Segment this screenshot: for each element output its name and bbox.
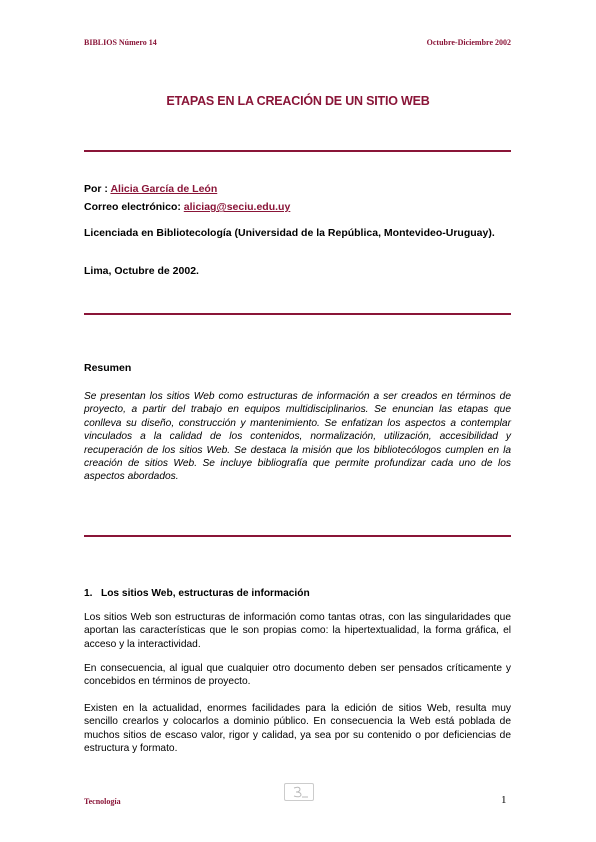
author-link[interactable]: Alicia García de León <box>110 183 218 195</box>
email-line <box>84 201 511 214</box>
running-header-left: BIBLIOS Número 14 <box>84 38 157 47</box>
divider <box>84 150 511 152</box>
author-line <box>84 183 511 196</box>
divider <box>84 313 511 315</box>
section-heading: 1. Los sitios Web, estructuras de información <box>84 588 310 599</box>
abstract-text: Se presentan los sitios Web como estructuras de información a ser creados en términos de proyecto, a partir del trabajo en equipos multidisciplinarios. Se enuncian las etapas que conlleva su diseño, construcción y mantenimiento. Se enfatizan los aspectos a contemplar vinculados a la calidad de los contenidos, normalización, utilización, accesibilidad y recuperación de los sitios Web. Se destaca la misión que los bibliotecólogos cumplen en la creación de sitios Web. Se incluye bibliografía que permite profundizar cada uno de los aspectos abordados. <box>84 391 511 483</box>
author-label: Por : <box>84 183 108 195</box>
author-affiliation: Licenciada en Bibliotecología (Universidad de la República, Montevideo-Uruguay). <box>84 227 495 239</box>
page-number: 1 <box>501 794 507 806</box>
email-label: Correo electrónico: <box>84 201 181 213</box>
footer-section: Tecnología <box>84 797 121 806</box>
email-link[interactable]: aliciag@seciu.edu.uy <box>183 201 291 213</box>
abstract-heading: Resumen <box>84 362 132 374</box>
divider <box>84 535 511 537</box>
section-paragraph-3: Existen en la actualidad, enormes facilidades para la edición de sitios Web, resulta muy sencillo crearlos y colocarlos a dominio público. En consecuencia la Web está poblada de muchos sitios de escaso valor, rigor y calidad, ya sea por su contenido o por deficiencias de estructura y formato. <box>84 703 511 755</box>
section-paragraph-1: Los sitios Web son estructuras de información como tantas otras, con las singularidades que aportan las características que le son propias como: la hipertextualidad, la forma gráfica, el acceso y la interactividad. <box>84 612 511 650</box>
page-thumbnail-icon <box>284 783 314 801</box>
running-header-right: Octubre-Diciembre 2002 <box>426 38 511 47</box>
page-title: ETAPAS EN LA CREACIÓN DE UN SITIO WEB <box>166 94 430 108</box>
place-date: Lima, Octubre de 2002. <box>84 265 199 277</box>
section-paragraph-2: En consecuencia, al igual que cualquier otro documento deben ser pensados críticamente y concebidos en términos de proyecto. <box>84 663 511 688</box>
